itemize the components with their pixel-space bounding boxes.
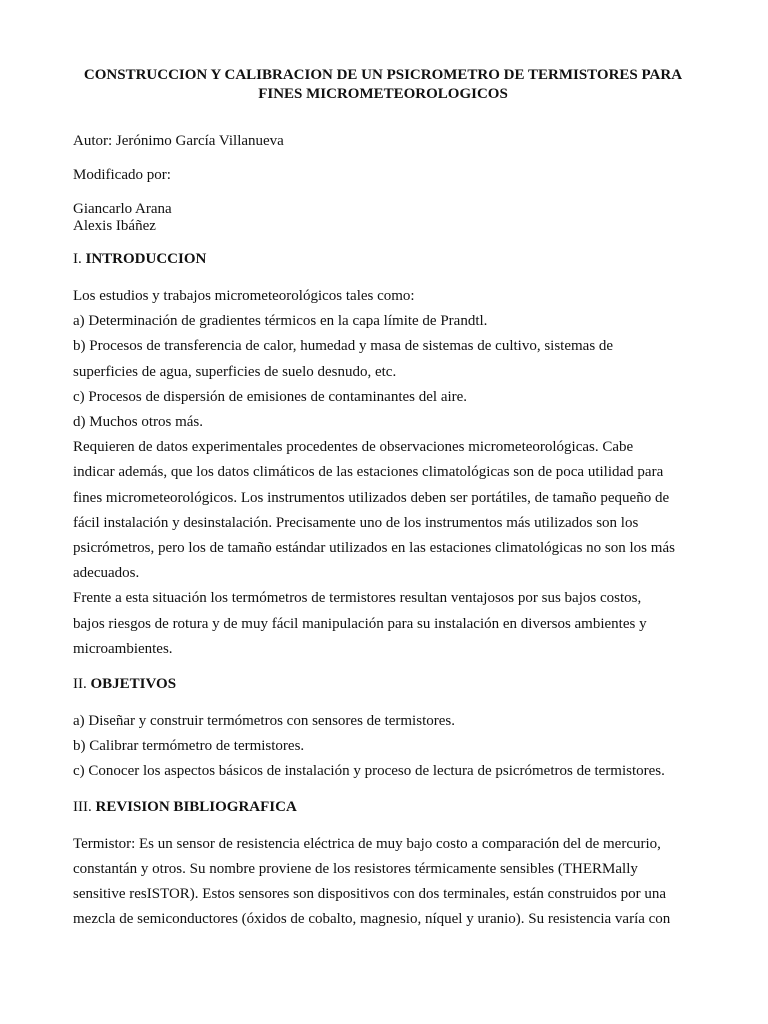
body-line: Frente a esta situación los termómetros de termistores resultan ventajosos por sus bajos costos,	[73, 590, 642, 607]
body-line: fácil instalación y desinstalación. Precisamente uno de los instrumentos más utilizados son los	[73, 514, 639, 531]
body-line: a) Determinación de gradientes térmicos en la capa límite de Prandtl.	[73, 313, 488, 330]
section-number: II.	[73, 676, 87, 693]
contributor-name: Alexis Ibáñez	[73, 218, 156, 234]
body-line: mezcla de semiconductores (óxidos de cobalto, magnesio, níquel y uranio). Su resistencia varía con	[73, 911, 671, 928]
section-title: REVISION BIBLIOGRAFICA	[95, 798, 297, 815]
contributor-name: Giancarlo Arana	[73, 201, 172, 217]
body-line: Requieren de datos experimentales procedentes de observaciones micrometeorológicas. Cabe	[73, 439, 634, 456]
section-number: III.	[73, 798, 92, 815]
body-line: constantán y otros. Su nombre proviene de los resistores térmicamente sensibles (THERMally	[73, 860, 638, 877]
document-title	[33, 66, 733, 104]
section-heading	[73, 676, 695, 693]
body-line: adecuados.	[73, 565, 140, 582]
body-line: a) Diseñar y construir termómetros con sensores de termistores.	[73, 713, 455, 730]
body-line: indicar además, que los datos climáticos de las estaciones climatológicas son de poca utilidad para	[73, 464, 664, 481]
modified-by-label: Modificado por:	[73, 167, 171, 183]
section-body	[73, 284, 695, 662]
section-heading	[73, 799, 695, 816]
body-line: b) Calibrar termómetro de termistores.	[73, 738, 305, 755]
body-line: bajos riesgos de rotura y de muy fácil manipulación para su instalación en diversos ambientes y	[73, 615, 647, 632]
title-line-1: CONSTRUCCION Y CALIBRACION DE UN PSICROMETRO DE TERMISTORES PARA	[83, 67, 683, 83]
body-line: psicrómetros, pero los de tamaño estándar utilizados en las estaciones climatológicas no son los más	[73, 540, 675, 557]
body-line: c) Procesos de dispersión de emisiones de contaminantes del aire.	[73, 388, 468, 405]
section-number: I.	[73, 251, 82, 267]
document-page	[73, 66, 695, 932]
section-revision-bibliografica	[73, 799, 695, 933]
body-line: Los estudios y trabajos micrometeorológicos tales como:	[73, 288, 415, 304]
contributors-list	[73, 201, 695, 235]
author-line: Autor: Jerónimo García Villanueva	[73, 133, 284, 149]
section-heading	[73, 251, 695, 268]
body-line: c) Conocer los aspectos básicos de instalación y proceso de lectura de psicrómetros de termistores.	[73, 763, 665, 780]
body-line: fines micrometeorológicos. Los instrumentos utilizados deben ser portátiles, de tamaño pequeño de	[73, 489, 670, 506]
body-line: Termistor: Es un sensor de resistencia eléctrica de muy bajo costo a comparación del de mercurio,	[73, 835, 661, 852]
body-line: b) Procesos de transferencia de calor, humedad y masa de sistemas de cultivo, sistemas de	[73, 338, 614, 355]
section-title: INTRODUCCION	[85, 251, 207, 267]
section-title: OBJETIVOS	[90, 676, 177, 693]
body-line: microambientes.	[73, 640, 173, 657]
section-body	[73, 709, 695, 785]
body-line: sensitive resISTOR). Estos sensores son dispositivos con dos terminales, están construidos por una	[73, 886, 666, 903]
section-objetivos	[73, 676, 695, 785]
section-introduccion	[73, 251, 695, 662]
section-body	[73, 832, 695, 933]
title-line-2: FINES MICROMETEOROLOGICOS	[258, 86, 508, 102]
body-line: d) Muchos otros más.	[73, 414, 203, 431]
body-line: superficies de agua, superficies de suelo desnudo, etc.	[73, 363, 397, 380]
